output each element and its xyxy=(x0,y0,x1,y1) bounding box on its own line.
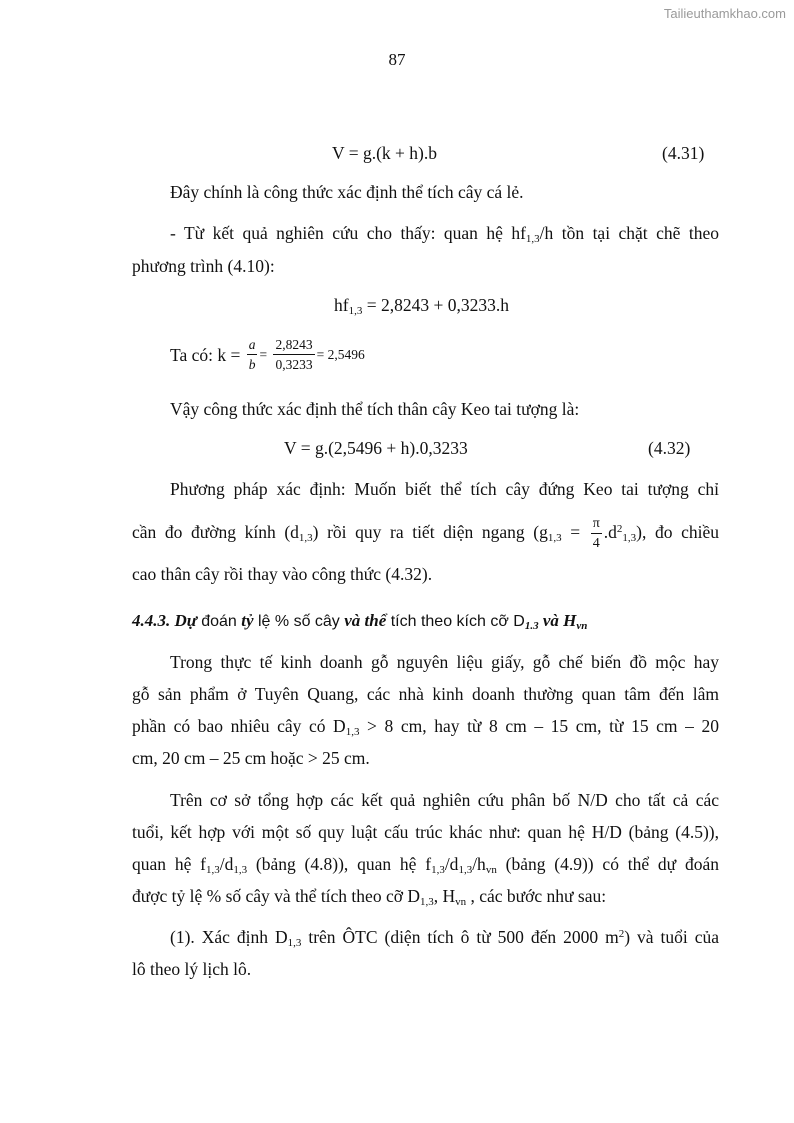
paragraph-text: Phương pháp xác định: Muốn biết thể tích cây đứng Keo tai tượng chỉ xyxy=(170,479,719,499)
paragraph-text: - Từ kết quả nghiên cứu cho thấy: quan hệ $hf_{1,3}/h$ tồn tại chặt chẽ theo xyxy=(170,223,719,245)
paragraph-text: Vậy công thức xác định thể tích thân cây Keo tai tượng là: xyxy=(170,399,580,419)
fraction-a-b: $\frac{a}{b}$ xyxy=(248,337,256,373)
watermark: Tailieuthamkhao.com xyxy=(663,6,786,21)
paragraph-text: phần có bao nhiêu cây có $D_{1,3} > 8$ cm, hay từ 8 cm – 15 cm, từ 15 cm – 20 xyxy=(132,716,719,738)
paragraph-text: được tỷ lệ % số cây và thể tích theo cỡ $D_{1,3}$, $H_{vn}$ , các bước như sau: xyxy=(132,886,607,908)
paragraph-text: cần đo đường kính $(d_{1,3})$ rồi quy ra tiết diện ngang ($g_{1,3}$ = $\frac{\pi}{4}$ $.d^2_{1,3}$), đo chiều xyxy=(132,516,719,552)
paragraph-text: Trong thực tế kinh doanh gỗ nguyên liệu giấy, gỗ chế biến đồ mộc hay xyxy=(170,652,719,672)
paragraph-text: cm, 20 cm – 25 cm hoặc > 25 cm. xyxy=(132,748,370,768)
paragraph-text: lô theo lý lịch lô. xyxy=(132,959,252,979)
equation-4-31: V = g.(k + h).b xyxy=(332,143,437,163)
paragraph-text: tuổi, kết hợp với một số quy luật cấu trúc khác như: quan hệ H/D (bảng (4.5)), xyxy=(132,822,719,842)
equation-4-32: V = g.(2,5496 + h).0,3233 xyxy=(284,438,468,458)
equation-number-4-31: (4.31) xyxy=(662,143,705,163)
paragraph-text: Đây chính là công thức xác định thể tích cây cá lẻ. xyxy=(170,182,524,202)
paragraph-text: (1). Xác định $D_{1,3}$ trên ÔTC (diện tích ô từ 500 đến 2000 $m^2$) và tuổi của xyxy=(170,927,720,949)
equation-hf: $hf_{1,3} = 2,8243 + 0,3233.h$ xyxy=(334,295,509,317)
equation-number-4-32: (4.32) xyxy=(648,438,691,458)
fraction-pi-4: $\frac{\pi}{4}$ xyxy=(592,516,600,552)
paragraph-text: phương trình (4.10): xyxy=(132,256,275,276)
paragraph-text: Trên cơ sở tổng hợp các kết quả nghiên cứu phân bố N/D cho tất cả các xyxy=(170,790,719,810)
fraction-values: $\frac{2,8243}{0,3233}$ xyxy=(275,337,313,373)
paragraph-text: cao thân cây rồi thay vào công thức (4.32). xyxy=(132,564,433,584)
page-number: 87 xyxy=(388,50,406,69)
section-heading: 4.4.3. Dự đoán tỷ lệ % số cây và thể tích theo kích cỡ $D_{1.3}$ và $H_{vn}$ xyxy=(132,611,588,632)
paragraph-text: quan hệ $f_{1,3}/d_{1,3}$ (bảng (4.8)), quan hệ $f_{1,3}/d_{1,3}/h_{vn}$ (bảng (4.9)) có thể dự đoán xyxy=(132,854,719,876)
paragraph-text: gỗ sản phẩm ở Tuyên Quang, các nhà kinh doanh thường quan tâm đến lâm xyxy=(132,684,719,704)
k-equation: Ta có: k = $\frac{a}{b}$ = $\frac{2,8243}{0,3233}$ = 2,5496 xyxy=(170,337,365,373)
